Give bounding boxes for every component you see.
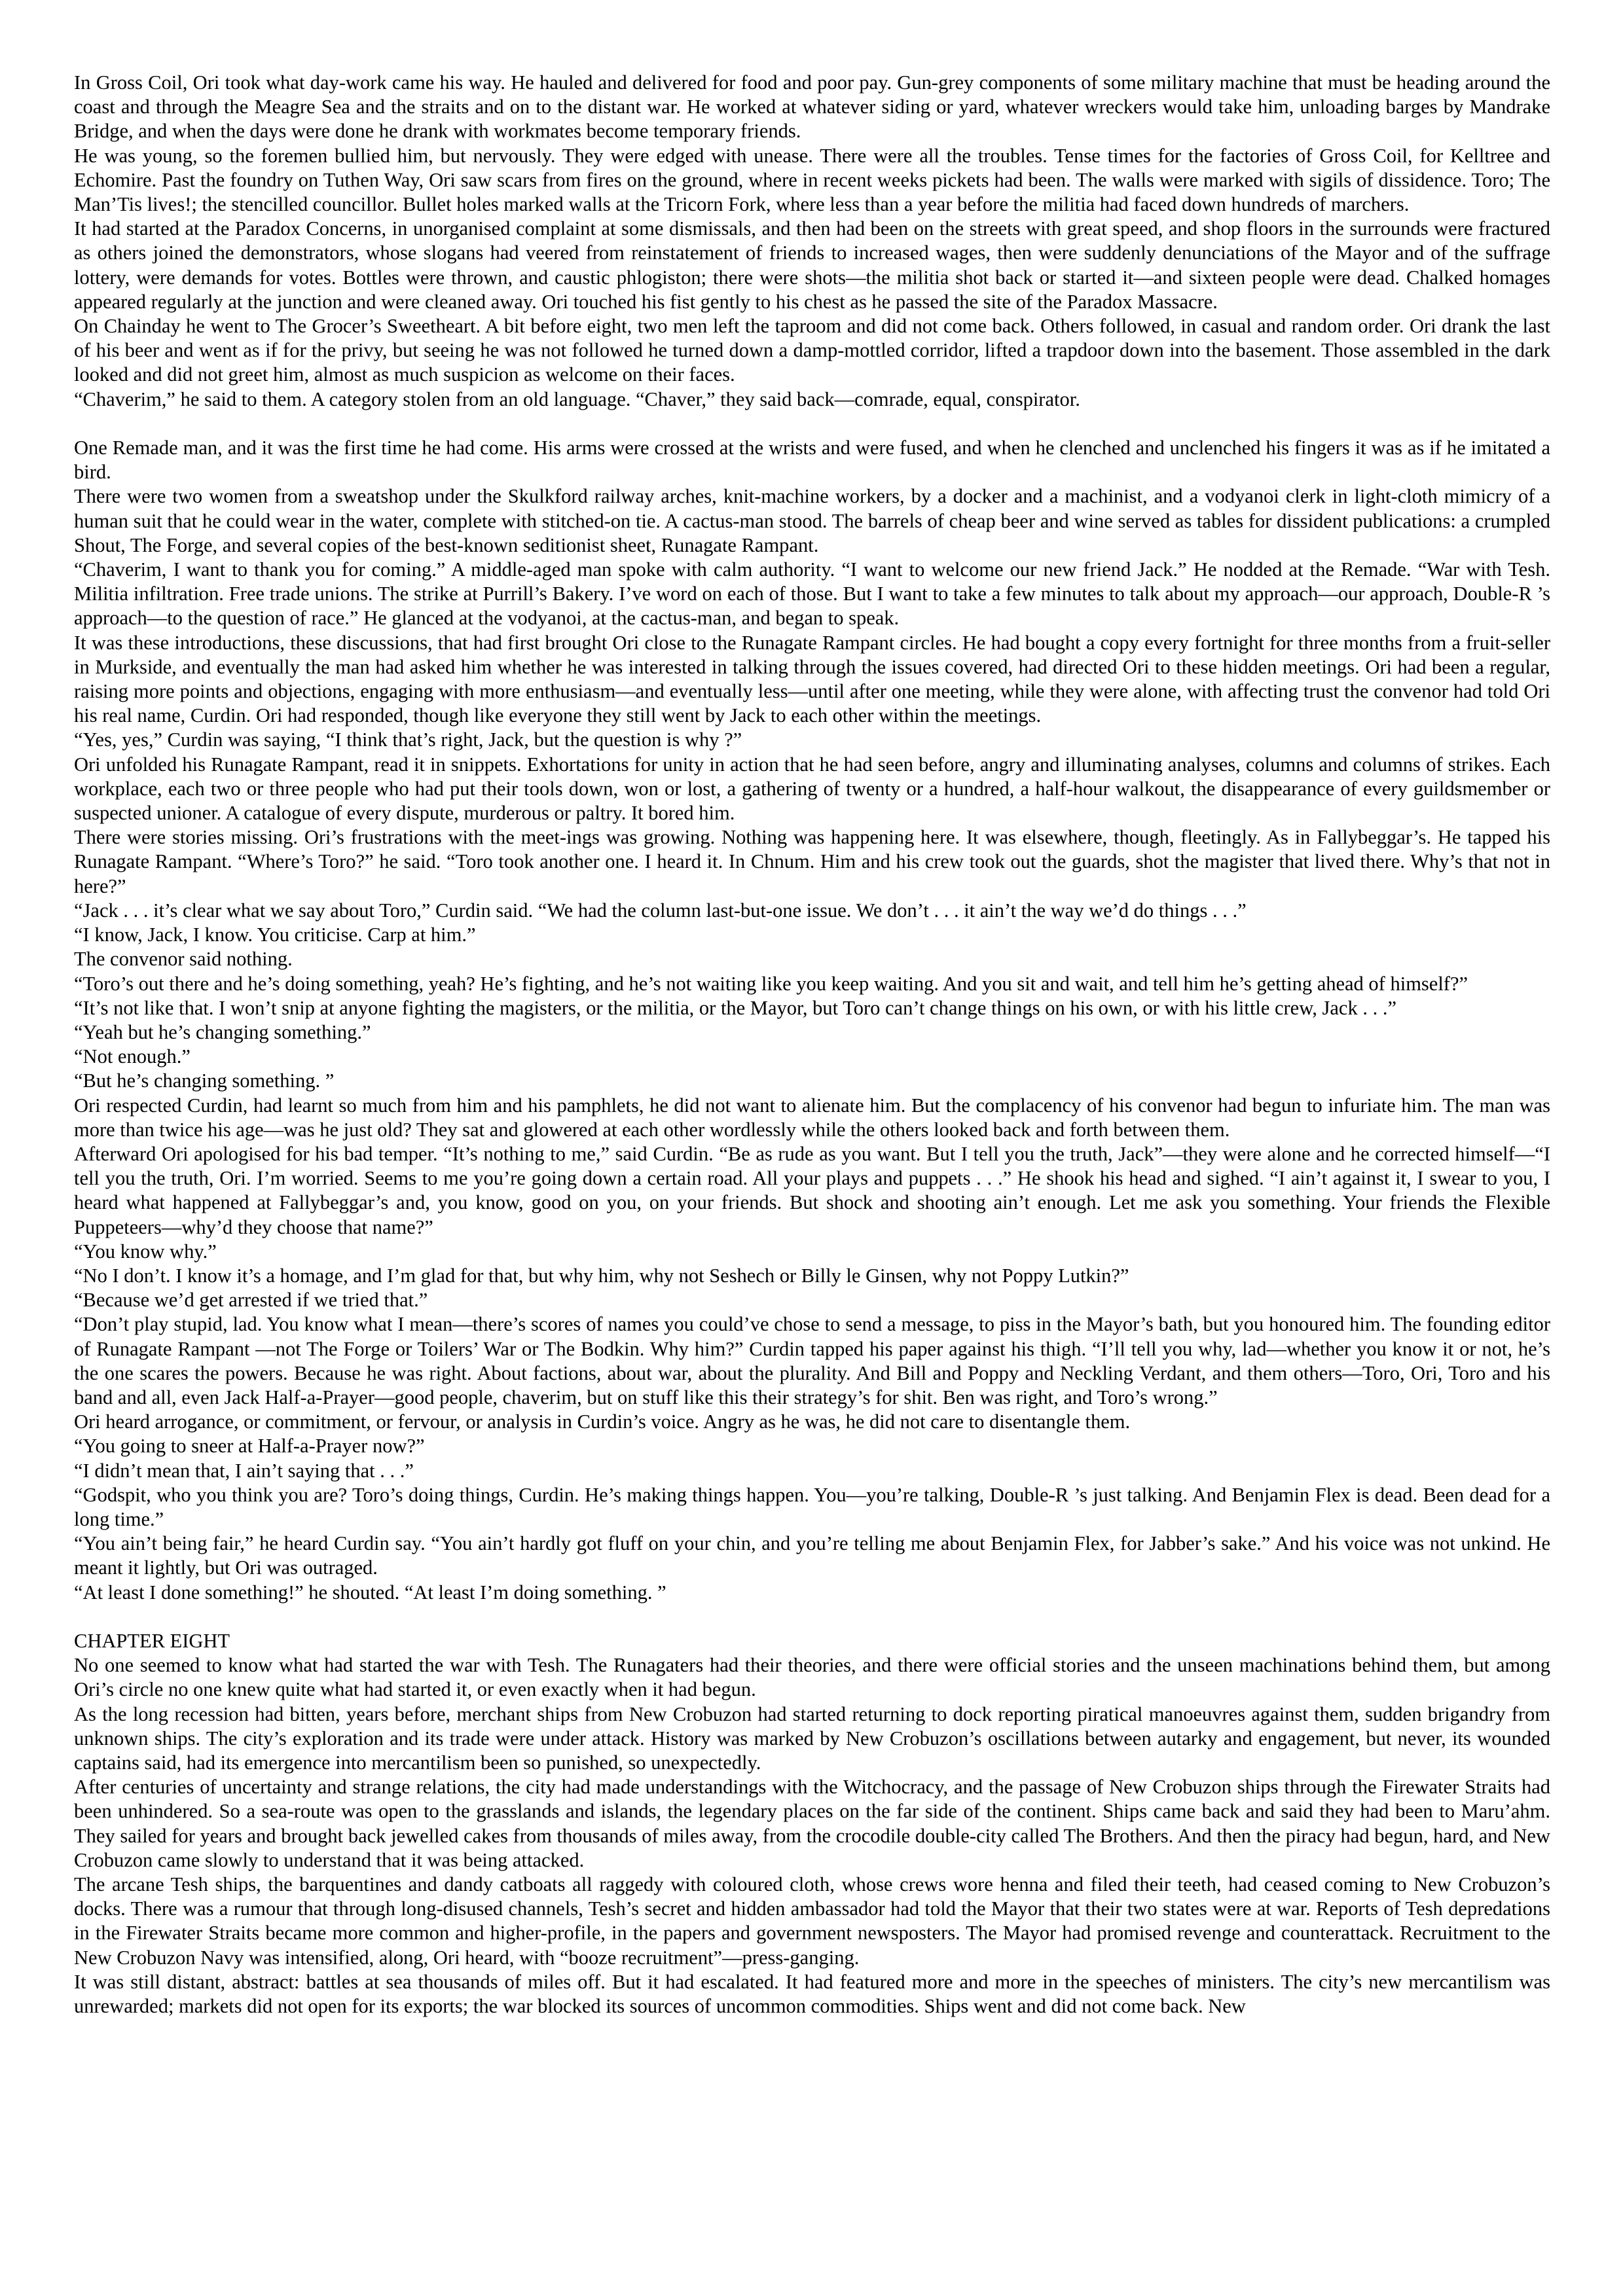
paragraph: “Don’t play stupid, lad. You know what I mean—there’s scores of names you could’ve chose to send a message, to piss in the Mayor’s bath, but you honoured him. The founding editor of Runagate Rampant —not The Forge or Toilers’ War or The Bodkin. Why him?” Curdin tapped his paper against his thigh. “I’ll tell you why, lad—whether you know it or not, he’s the one scares the powers. Because he was right. About factions, about war, about the plurality. And Bill and Poppy and Neckling Verdant, and them others—Toro, Ori, Toro and his band and all, even Jack Half-a-Prayer—good people, chaverim, but on stuff like this their strategy’s for shit. Ben was right, and Toro’s wrong.” [74, 1313, 1550, 1408]
paragraph: “At least I done something!” he shouted. “At least I’m doing something. ” [74, 1581, 666, 1604]
paragraph: “Yes, yes,” Curdin was saying, “I think that’s right, Jack, but the question is why ?” [74, 728, 742, 751]
paragraph: In Gross Coil, Ori took what day-work came his way. He hauled and delivered for food and poor pay. Gun-grey components of some military machine that must be heading around the coast and through the Meagre Sea and the straits and on to the distant war. He worked at whatever siding or yard, whatever wreckers would take him, unloading barges by Mandrake Bridge, and when the days were done he drank with workmates become temporary friends. [74, 71, 1550, 143]
paragraph: “You ain’t being fair,” he heard Curdin say. “You ain’t hardly got fluff on your chin, and you’re telling me about Benjamin Flex, for Jabber’s sake.” And his voice was not unkind. He meant it lightly, but Ori was outraged. [74, 1532, 1550, 1579]
paragraph: “Chaverim, I want to thank you for coming.” A middle-aged man spoke with calm authority. “I want to welcome our new friend Jack.” He nodded at the Remade. “War with Tesh. Militia infiltration. Free trade unions. The strike at Purrill’s Bakery. I’ve word on each of those. But I want to take a few minutes to talk about my approach—our approach, Double-R ’s approach—to the question of race.” He glanced at the vodyanoi, at the cactus-man, and began to speak. [74, 558, 1550, 630]
paragraph: On Chainday he went to The Grocer’s Sweetheart. A bit before eight, two men left the taproom and did not come back. Others followed, in casual and random order. Ori drank the last of his beer and went as if for the privy, but seeing he was not followed he turned down a damp-mottled corridor, lifted a trapdoor down into the basement. Those assembled in the dark looked and did not greet him, almost as much suspicion as welcome on their faces. [74, 315, 1550, 386]
meeting-section [74, 436, 1550, 1605]
paragraph: It was these introductions, these discussions, that had first brought Ori close to the Runagate Rampant circles. He had bought a copy every fortnight for three months from a fruit-seller in Murkside, and eventually the man had asked him whether he was interested in talking through the issues covered, had directed Ori to these hidden meetings. Ori had been a regular, raising more points and objections, engaging with more enthusiasm—and eventually less—until after one meeting, while they were alone, with affecting trust the convenor had told Ori his real name, Curdin. Ori had responded, though like everyone they still went by Jack to each other within the meetings. [74, 631, 1550, 727]
paragraph: It had started at the Paradox Concerns, in unorganised complaint at some dismissals, and then had been on the streets with great speed, and shop floors in the surrounds were fractured as others joined the demonstrators, whose slogans had veered from reinstatement of friends to increased wages, then were suddenly denunciations of the Mayor and of the suffrage lottery, were demands for votes. Bottles were thrown, and caustic phlogiston; there were shots—the militia shot back or started it—and sixteen people were dead. Chalked homages appeared regularly at the junction and were cleaned away. Ori touched his fist gently to his chest as he passed the site of the Paradox Massacre. [74, 217, 1550, 313]
paragraph: After centuries of uncertainty and strange relations, the city had made understandings with the Witchocracy, and the passage of New Crobuzon ships through the Firewater Straits had been unhindered. So a sea-route was open to the grasslands and islands, the legendary places on the far side of the continent. Ships came back and said they had been to Maru’ahm. They sailed for years and brought back jewelled cakes from thousands of miles away, from the crocodile double-city called The Brothers. And then the piracy had begun, hard, and New Crobuzon came slowly to understand that it was being attacked. [74, 1776, 1550, 1871]
paragraph: “You know why.” [74, 1240, 217, 1263]
paragraph: As the long recession had bitten, years before, merchant ships from New Crobuzon had started returning to dock reporting piratical manoeuvres against them, sudden brigandry from unknown ships. The city’s exploration and its trade were under attack. History was marked by New Crobuzon’s oscillations between autarky and engagement, but never, its wounded captains said, had its emergence into mercantilism been so punished, so unexpectedly. [74, 1702, 1550, 1774]
paragraph: “Godspit, who you think you are? Toro’s doing things, Curdin. He’s making things happen. You—you’re talking, Double-R ’s just talking. And Benjamin Flex is dead. Been dead for a long time.” [74, 1483, 1550, 1530]
paragraph: The convenor said nothing. [74, 948, 293, 971]
section-break [74, 412, 1550, 436]
paragraph: He was young, so the foremen bullied him, but nervously. They were edged with unease. There were all the troubles. Tense times for the factories of Gross Coil, for Kelltree and Echomire. Past the foundry on Tuthen Way, Ori saw scars from fires on the ground, where in recent weeks pickets had been. The walls were marked with sigils of dissidence. Toro; The Man’Tis lives!; the stencilled councillor. Bullet holes marked walls at the Tricorn Fork, where less than a year before the militia had faced down hundreds of marchers. [74, 144, 1550, 216]
paragraph: “Not enough.” [74, 1045, 191, 1068]
paragraph: Ori heard arrogance, or commitment, or fervour, or analysis in Curdin’s voice. Angry as he was, he did not care to disentangle them. [74, 1410, 1131, 1433]
paragraph: “Yeah but he’s changing something.” [74, 1020, 371, 1043]
paragraph: Afterward Ori apologised for his bad temper. “It’s nothing to me,” said Curdin. “Be as rude as you want. But I tell you the truth, Jack”—they were alone and he corrected himself—“I tell you the truth, Ori. I’m worried. Seems to me you’re going down a certain road. All your plays and puppets . . .” He shook his head and sighed. “I ain’t against it, I swear to you, I heard what happened at Fallybeggar’s and, you know, good on you, on your friends. But shock and shooting ain’t enough. Let me ask you something. Your friends the Flexible Puppeteers—why’d they choose that name?” [74, 1142, 1550, 1238]
opening-section [74, 71, 1550, 412]
chapter-heading: CHAPTER EIGHT [74, 1629, 230, 1652]
chapter-break [74, 1605, 1550, 1629]
paragraph: Ori respected Curdin, had learnt so much from him and his pamphlets, he did not want to alienate him. But the complacency of his convenor had begun to infuriate him. The man was more than twice his age—was he just old? They sat and glowered at each other wordlessly while the others looked back and forth between them. [74, 1094, 1550, 1141]
paragraph: “I didn’t mean that, I ain’t saying that . . .” [74, 1459, 414, 1482]
paragraph: “Toro’s out there and he’s doing something, yeah? He’s fighting, and he’s not waiting like you keep waiting. And you sit and wait, and tell him he’s getting ahead of himself?” [74, 972, 1468, 995]
paragraph: There were two women from a sweatshop under the Skulkford railway arches, knit-machine workers, by a docker and a machinist, and a vodyanoi clerk in light-cloth mimicry of a human suit that he could wear in the water, complete with stitched-on tie. A cactus-man stood. The barrels of cheap beer and wine served as tables for dissident publications: a crumpled Shout, The Forge, and several copies of the best-known seditionist sheet, Runagate Rampant. [74, 485, 1550, 556]
paragraph: “Chaverim,” he said to them. A category stolen from an old language. “Chaver,” they said back—comrade, equal, conspirator. [74, 387, 1080, 410]
paragraph: “You going to sneer at Half-a-Prayer now?” [74, 1435, 425, 1458]
chapter-body [74, 1653, 1550, 2018]
paragraph: There were stories missing. Ori’s frustrations with the meet-ings was growing. Nothing was happening here. It was elsewhere, though, fleetingly. As in Fallybeggar’s. He tapped his Runagate Rampant. “Where’s Toro?” he said. “Toro took another one. I heard it. In Chnum. Him and his crew took out the guards, shot the magister that lived there. Why’s that not in here?” [74, 826, 1550, 897]
paragraph: “It’s not like that. I won’t snip at anyone fighting the magisters, or the militia, or the Mayor, but Toro can’t change things on his own, or with his little crew, Jack . . .” [74, 996, 1396, 1019]
paragraph: One Remade man, and it was the first time he had come. His arms were crossed at the wrists and were fused, and when he clenched and unclenched his fingers it was as if he imitated a bird. [74, 437, 1550, 484]
document-page [74, 71, 1550, 2018]
paragraph: “I know, Jack, I know. You criticise. Carp at him.” [74, 924, 476, 946]
paragraph: It was still distant, abstract: battles at sea thousands of miles off. But it had escalated. It had featured more and more in the speeches of ministers. The city’s new mercantilism was unrewarded; markets did not open for its exports; the war blocked its sources of uncommon commodities. Ships went and did not come back. New [74, 1970, 1550, 2018]
paragraph: No one seemed to know what had started the war with Tesh. The Runagaters had their theories, and there were official stories and the unseen machinations behind them, but among Ori’s circle no one knew quite what had started it, or even exactly when it had begun. [74, 1654, 1550, 1701]
paragraph: The arcane Tesh ships, the barquentines and dandy catboats all raggedy with coloured cloth, whose crews wore henna and filed their teeth, had ceased coming to New Crobuzon’s docks. There was a rumour that through long-disused channels, Tesh’s secret and hidden ambassador had told the Mayor that their two states were at war. Reports of Tesh depredations in the Firewater Straits became more common and higher-profile, in the papers and government newsposters. The Mayor had promised revenge and counterattack. Recruitment to the New Crobuzon Navy was intensified, along, Ori heard, with “booze recruitment”—press-ganging. [74, 1873, 1550, 1969]
paragraph: “Jack . . . it’s clear what we say about Toro,” Curdin said. “We had the column last-but-one issue. We don’t . . . it ain’t the way we’d do things . . .” [74, 899, 1247, 922]
paragraph: “No I don’t. I know it’s a homage, and I’m glad for that, but why him, why not Seshech or Billy le Ginsen, why not Poppy Lutkin?” [74, 1264, 1129, 1287]
paragraph: “But he’s changing something. ” [74, 1069, 335, 1092]
paragraph: “Because we’d get arrested if we tried that.” [74, 1289, 428, 1312]
paragraph: Ori unfolded his Runagate Rampant, read it in snippets. Exhortations for unity in action that he had seen before, angry and illuminating analyses, columns and columns of strikes. Each workplace, each two or three people who had put their tools down, won or lost, a gathering of twenty or a hundred, a half-hour walkout, the disappearance of every guildsmember or suspected unioner. A catalogue of every dispute, murderous or paltry. It bored him. [74, 753, 1550, 825]
